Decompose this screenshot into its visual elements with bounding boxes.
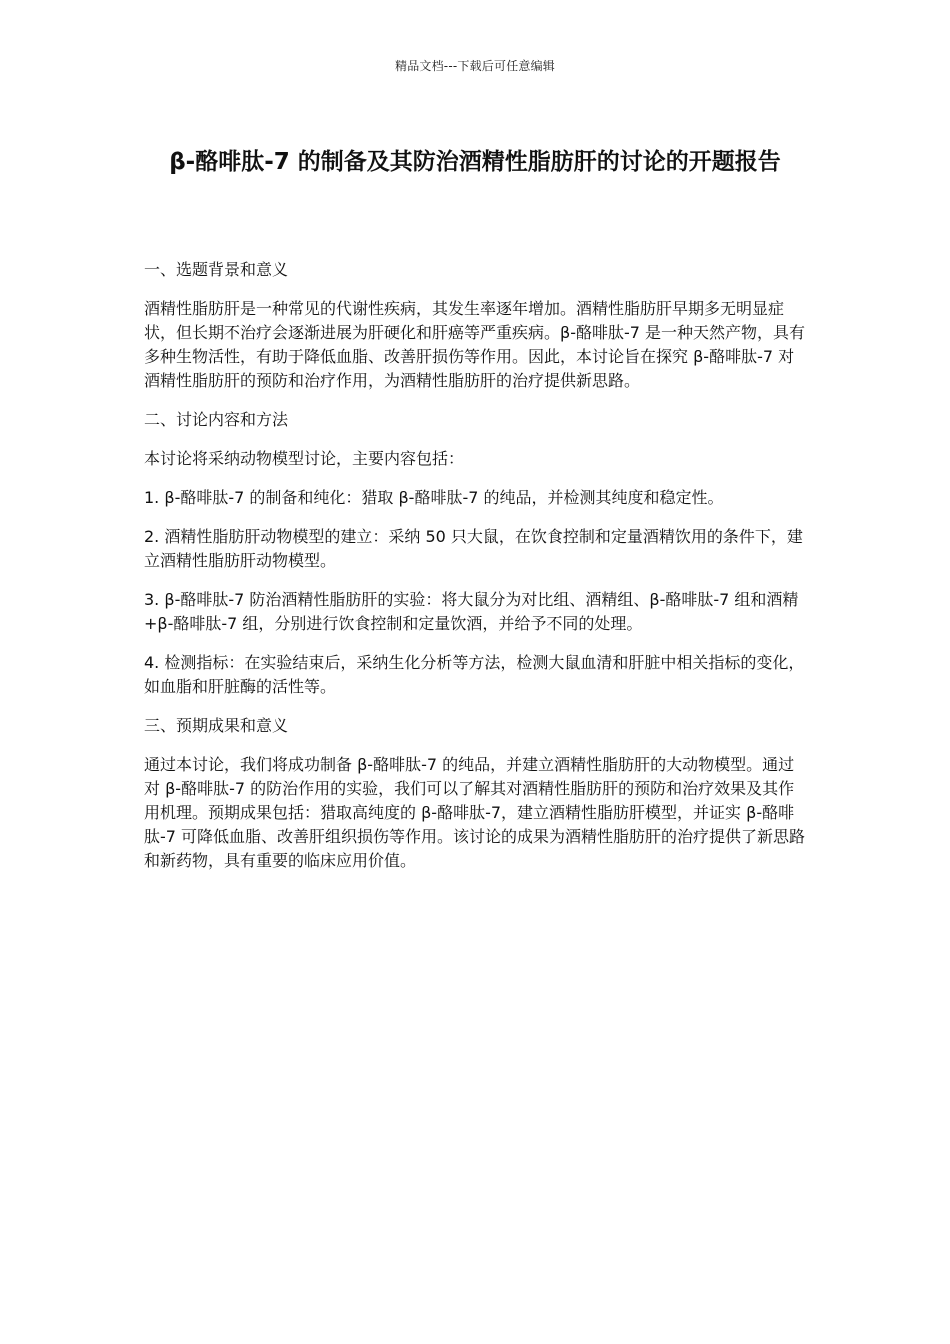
header-note: 精品文档---下载后可任意编辑 bbox=[395, 59, 555, 73]
list-item: 1. β-酪啡肽-7 的制备和纯化：猎取 β-酪啡肽-7 的纯品，并检测其纯度和稳定性。 bbox=[144, 488, 724, 507]
list-item: 3. β-酪啡肽-7 防治酒精性脂肪肝的实验：将大鼠分为对比组、酒精组、β-酪啡肽-7 组和酒精+β-酪啡肽-7 组，分别进行饮食控制和定量饮酒，并给予不同的处理。 bbox=[144, 590, 799, 633]
paragraph: 本讨论将采纳动物模型讨论，主要内容包括： bbox=[144, 449, 465, 468]
section-heading: 二、讨论内容和方法 bbox=[144, 410, 289, 429]
list-item: 2. 酒精性脂肪肝动物模型的建立：采纳 50 只大鼠，在饮食控制和定量酒精饮用的条件下，建立酒精性脂肪肝动物模型。 bbox=[144, 527, 803, 570]
paragraph: 通过本讨论，我们将成功制备 β-酪啡肽-7 的纯品，并建立酒精性脂肪肝的大动物模型。通过对 β-酪啡肽-7 的防治作用的实验，我们可以了解其对酒精性脂肪肝的预防和治疗效果及其作用机理。预期成果包括：猎取高纯度的 β-酪啡肽-7，建立酒精性脂肪肝模型，并证实 β-酪啡肽-7 可降低血脂、改善肝组织损伤等作用。该讨论的成果为酒精性脂肪肝的治疗提供了新思路和新药物，具有重要的临床应用价值。 bbox=[144, 755, 806, 870]
list-item: 4. 检测指标：在实验结束后，采纳生化分析等方法，检测大鼠血清和肝脏中相关指标的变化，如血脂和肝脏酶的活性等。 bbox=[144, 653, 805, 696]
document-title: β-酪啡肽-7 的制备及其防治酒精性脂肪肝的讨论的开题报告 bbox=[169, 149, 781, 175]
document-body bbox=[144, 258, 808, 888]
paragraph: 酒精性脂肪肝是一种常见的代谢性疾病，其发生率逐年增加。酒精性脂肪肝早期多无明显症状，但长期不治疗会逐渐进展为肝硬化和肝癌等严重疾病。β-酪啡肽-7 是一种天然产物，具有多种生物活性，有助于降低血脂、改善肝损伤等作用。因此，本讨论旨在探究 β-酪啡肽-7 对酒精性脂肪肝的预防和治疗作用，为酒精性脂肪肝的治疗提供新思路。 bbox=[144, 299, 806, 390]
section-heading: 一、选题背景和意义 bbox=[144, 260, 289, 279]
section-heading: 三、预期成果和意义 bbox=[144, 716, 289, 735]
